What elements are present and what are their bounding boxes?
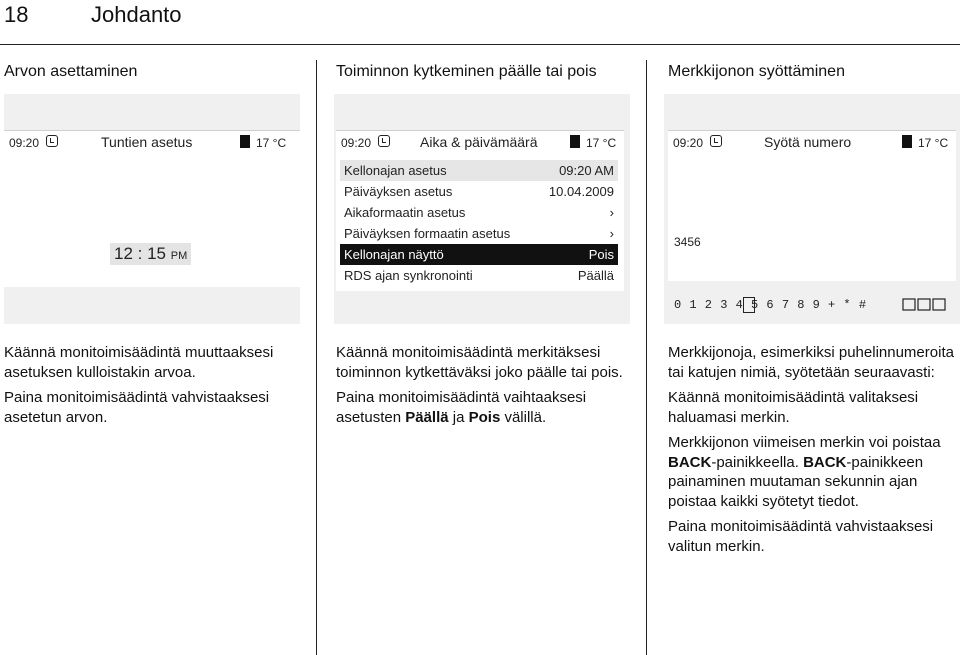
menu-item-value: 10.04.2009 [548,184,614,199]
status-bar [336,131,624,157]
column-2-text [336,343,636,433]
menu-item-value: Päällä [577,268,614,283]
text: -painikkeen painaminen muutaman sekunnin ajan poistaa kaikki syötetyt tiedot. [668,453,924,510]
status-bar [4,131,300,157]
menu-item-rds-ajan-synkronointi[interactable] [340,265,618,286]
screen-title: Aika & päivämäärä [420,134,538,150]
paragraph: Käännä monitoimisäädintä valitaksesi haluamasi merkin. [668,389,919,426]
screen-2 [334,94,630,324]
header-rule [0,44,960,45]
keyword-on: Päällä [405,408,449,426]
character-list: 0 1 2 3 4 5 6 7 8 9 + * # [674,298,867,312]
keyword-back: BACK [668,453,712,471]
menu-item-paivayksen-asetus[interactable] [340,181,618,202]
screen-1 [4,94,300,324]
menu-item-kellonajan-naytto[interactable] [340,244,618,265]
outside-temperature: 17 °C [256,136,287,150]
column-1-text [4,343,304,433]
text: välillä. [500,408,547,426]
entry-field[interactable]: 3456 [674,235,701,249]
keyboard-icons [902,298,948,311]
screen-title: Syötä numero [764,134,852,150]
paragraph: Käännä monitoimisäädintä muuttaaksesi asetuksen kulloistakin arvoa. [4,344,274,381]
clock-icon [46,135,58,147]
paragraph: Käännä monitoimisäädintä merkitäksesi toiminnon kytkettäväksi joko päälle tai pois. [336,344,623,381]
menu-item-label: Päiväyksen formaatin asetus [344,226,511,241]
display-syota-numero [668,130,956,312]
time-value-text: 12 : 15 [114,244,166,263]
keyword-back: BACK [803,453,847,471]
character-selector[interactable] [668,296,956,314]
screen-3 [664,94,960,324]
chevron-right-icon: › [609,226,614,241]
text: ja [448,408,469,426]
screen-title: Tuntien asetus [101,134,193,150]
selection-cursor [743,297,755,313]
paragraph: Paina monitoimisäädintä vahvistaaksesi asetetun arvon. [4,389,270,426]
text: Merkkijonon viimeisen merkin voi poistaa [668,434,941,451]
function-icons[interactable] [902,298,948,314]
menu-item-paivayksen-formaatin-asetus[interactable] [340,223,618,244]
menu-item-value: 09:20 AM [559,163,614,178]
menu-item-kellonajan-asetus[interactable] [340,160,618,181]
menu-item-label: RDS ajan synkronointi [344,268,473,283]
display-aika-paivamaara [336,130,624,291]
clock-icon [378,135,390,147]
clock-time: 09:20 [673,136,704,150]
chapter-title: Johdanto [91,2,182,27]
menu-item-label: Aikaformaatin asetus [344,205,466,220]
menu-item-value: Pois [588,247,614,262]
column-divider-1 [316,60,317,655]
menu-item-label: Päiväyksen asetus [344,184,453,199]
status-bar [668,131,956,157]
page-number: 18 [4,2,29,27]
column-3-heading: Merkkijonon syöttäminen [668,63,845,80]
time-value[interactable] [110,243,191,265]
thermometer-icon [570,135,580,148]
text: -painikkeella. [711,453,804,471]
chevron-right-icon: › [609,205,614,220]
column-3-text [668,343,958,562]
menu-item-label: Kellonajan näyttö [344,247,444,262]
column-2-heading: Toiminnon kytkeminen päälle tai pois [336,63,597,80]
column-1-heading: Arvon asettaminen [4,63,138,80]
clock-time: 09:20 [9,136,40,150]
paragraph [336,388,636,427]
outside-temperature: 17 °C [918,136,949,150]
display-tuntien-asetus [4,130,300,287]
menu-item-label: Kellonajan asetus [344,163,447,178]
menu-item-aikaformaatin-asetus[interactable] [340,202,618,223]
keyword-off: Pois [468,408,501,426]
paragraph: Paina monitoimisäädintä vahvistaaksesi valitun merkin. [668,518,934,555]
clock-time: 09:20 [341,136,372,150]
paragraph [668,433,958,511]
time-suffix: PM [170,250,188,262]
paragraph: Merkkijonoja, esimerkiksi puhelinnumeroita tai katujen nimiä, syötetään seuraavasti: [668,344,954,381]
thermometer-icon [240,135,250,148]
outside-temperature: 17 °C [586,136,617,150]
clock-icon [710,135,722,147]
text: Paina monitoimisäädintä vaihtaaksesi asetusten [336,389,587,426]
column-divider-2 [646,60,647,655]
thermometer-icon [902,135,912,148]
